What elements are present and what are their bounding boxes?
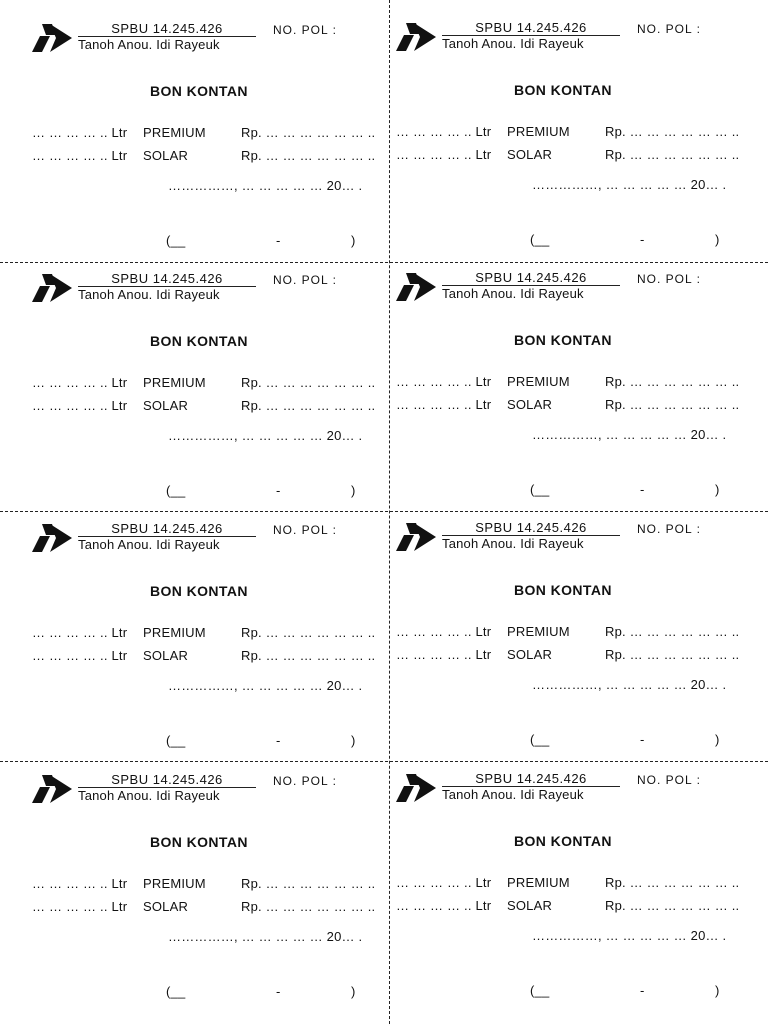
liters-blank: … … … … .. Ltr: [396, 875, 492, 890]
date-line: ……………, … … … … … 20… .: [532, 677, 727, 692]
plate-number-label: NO. POL :: [637, 22, 701, 36]
station-number: SPBU 14.245.426: [78, 521, 256, 537]
fuel-row-premium: [396, 374, 741, 392]
signature-close: ): [715, 482, 720, 497]
pertamina-logo-icon: [30, 773, 72, 805]
fuel-row-solar: [396, 647, 741, 665]
signature-dash: -: [640, 983, 645, 998]
pertamina-logo-icon: [30, 272, 72, 304]
amount-blank: Rp. … … … … … … ..: [241, 398, 376, 413]
date-line: ……………, … … … … … 20… .: [532, 427, 727, 442]
liters-blank: … … … … .. Ltr: [32, 625, 128, 640]
amount-blank: Rp. … … … … … … ..: [241, 148, 376, 163]
fuel-row-solar: [396, 898, 741, 916]
coupon-title: BON KONTAN: [150, 834, 248, 850]
liters-blank: … … … … .. Ltr: [32, 648, 128, 663]
signature-dash: -: [640, 232, 645, 247]
fuel-row-premium: [32, 625, 377, 643]
date-line: ……………, … … … … … 20… .: [168, 678, 363, 693]
station-location: Tanoh Anou. Idi Rayeuk: [78, 37, 220, 52]
signature-open: (__: [530, 482, 550, 497]
station-number: SPBU 14.245.426: [78, 271, 256, 287]
coupon: [364, 750, 748, 1000]
plate-number-label: NO. POL :: [273, 23, 337, 37]
liters-blank: … … … … .. Ltr: [32, 375, 128, 390]
fuel-type: PREMIUM: [143, 625, 206, 640]
signature-open: (__: [166, 733, 186, 748]
amount-blank: Rp. … … … … … … ..: [241, 125, 376, 140]
signature-dash: -: [276, 483, 281, 498]
station-number: SPBU 14.245.426: [442, 20, 620, 36]
station-location: Tanoh Anou. Idi Rayeuk: [78, 788, 220, 803]
signature-dash: -: [276, 233, 281, 248]
signature-dash: -: [640, 732, 645, 747]
plate-number-label: NO. POL :: [637, 773, 701, 787]
fuel-type: SOLAR: [507, 647, 553, 662]
fuel-row-solar: [32, 648, 377, 666]
fuel-row-solar: [396, 397, 741, 415]
station-number: SPBU 14.245.426: [442, 270, 620, 286]
station-location: Tanoh Anou. Idi Rayeuk: [442, 787, 584, 802]
coupon-title: BON KONTAN: [514, 82, 612, 98]
plate-number-label: NO. POL :: [637, 522, 701, 536]
signature-close: ): [351, 984, 356, 999]
amount-blank: Rp. … … … … … … ..: [605, 397, 740, 412]
amount-blank: Rp. … … … … … … ..: [241, 899, 376, 914]
date-line: ……………, … … … … … 20… .: [168, 178, 363, 193]
fuel-row-solar: [32, 398, 377, 416]
coupon: [364, 249, 748, 499]
liters-blank: … … … … .. Ltr: [396, 647, 492, 662]
station-number: SPBU 14.245.426: [78, 21, 256, 37]
amount-blank: Rp. … … … … … … ..: [605, 624, 740, 639]
signature-close: ): [351, 733, 356, 748]
amount-blank: Rp. … … … … … … ..: [605, 898, 740, 913]
liters-blank: … … … … .. Ltr: [32, 148, 128, 163]
fuel-row-premium: [396, 875, 741, 893]
fuel-type: PREMIUM: [143, 375, 206, 390]
signature-close: ): [715, 232, 720, 247]
coupon-title: BON KONTAN: [150, 333, 248, 349]
amount-blank: Rp. … … … … … … ..: [605, 875, 740, 890]
station-number: SPBU 14.245.426: [78, 772, 256, 788]
signature-open: (__: [530, 983, 550, 998]
liters-blank: … … … … .. Ltr: [32, 125, 128, 140]
fuel-row-premium: [32, 375, 377, 393]
fuel-row-solar: [32, 148, 377, 166]
date-line: ……………, … … … … … 20… .: [532, 177, 727, 192]
fuel-row-premium: [396, 124, 741, 142]
fuel-type: SOLAR: [143, 899, 189, 914]
amount-blank: Rp. … … … … … … ..: [605, 124, 740, 139]
fuel-type: PREMIUM: [507, 875, 570, 890]
fuel-type: SOLAR: [507, 147, 553, 162]
plate-number-label: NO. POL :: [273, 774, 337, 788]
signature-close: ): [715, 732, 720, 747]
plate-number-label: NO. POL :: [637, 272, 701, 286]
station-location: Tanoh Anou. Idi Rayeuk: [442, 536, 584, 551]
amount-blank: Rp. … … … … … … ..: [241, 375, 376, 390]
fuel-type: PREMIUM: [143, 125, 206, 140]
fuel-type: SOLAR: [143, 398, 189, 413]
fuel-type: SOLAR: [143, 148, 189, 163]
fuel-type: SOLAR: [507, 397, 553, 412]
pertamina-logo-icon: [394, 271, 436, 303]
amount-blank: Rp. … … … … … … ..: [241, 625, 376, 640]
station-location: Tanoh Anou. Idi Rayeuk: [78, 287, 220, 302]
coupon-title: BON KONTAN: [150, 83, 248, 99]
amount-blank: Rp. … … … … … … ..: [241, 876, 376, 891]
fuel-row-premium: [32, 876, 377, 894]
coupon: [0, 0, 384, 250]
coupon-title: BON KONTAN: [514, 582, 612, 598]
fuel-row-premium: [32, 125, 377, 143]
fuel-type: SOLAR: [507, 898, 553, 913]
coupon-title: BON KONTAN: [514, 833, 612, 849]
signature-open: (__: [166, 233, 186, 248]
signature-close: ): [715, 983, 720, 998]
fuel-type: SOLAR: [143, 648, 189, 663]
signature-dash: -: [276, 733, 281, 748]
signature-dash: -: [276, 984, 281, 999]
signature-dash: -: [640, 482, 645, 497]
amount-blank: Rp. … … … … … … ..: [605, 647, 740, 662]
coupon-title: BON KONTAN: [150, 583, 248, 599]
signature-open: (__: [530, 232, 550, 247]
coupon: [364, 499, 748, 749]
fuel-row-premium: [396, 624, 741, 642]
station-location: Tanoh Anou. Idi Rayeuk: [78, 537, 220, 552]
signature-open: (__: [166, 984, 186, 999]
pertamina-logo-icon: [30, 22, 72, 54]
amount-blank: Rp. … … … … … … ..: [605, 374, 740, 389]
station-location: Tanoh Anou. Idi Rayeuk: [442, 286, 584, 301]
coupon-title: BON KONTAN: [514, 332, 612, 348]
fuel-type: PREMIUM: [507, 124, 570, 139]
signature-close: ): [351, 233, 356, 248]
pertamina-logo-icon: [394, 521, 436, 553]
pertamina-logo-icon: [394, 21, 436, 53]
station-number: SPBU 14.245.426: [442, 771, 620, 787]
date-line: ……………, … … … … … 20… .: [168, 929, 363, 944]
liters-blank: … … … … .. Ltr: [396, 147, 492, 162]
plate-number-label: NO. POL :: [273, 523, 337, 537]
fuel-row-solar: [32, 899, 377, 917]
liters-blank: … … … … .. Ltr: [32, 398, 128, 413]
liters-blank: … … … … .. Ltr: [32, 899, 128, 914]
liters-blank: … … … … .. Ltr: [396, 124, 492, 139]
fuel-type: PREMIUM: [143, 876, 206, 891]
coupon: [0, 500, 384, 750]
coupon: [0, 250, 384, 500]
pertamina-logo-icon: [30, 522, 72, 554]
liters-blank: … … … … .. Ltr: [396, 624, 492, 639]
signature-close: ): [351, 483, 356, 498]
fuel-type: PREMIUM: [507, 624, 570, 639]
signature-open: (__: [166, 483, 186, 498]
liters-blank: … … … … .. Ltr: [32, 876, 128, 891]
station-number: SPBU 14.245.426: [442, 520, 620, 536]
coupon: [364, 0, 748, 249]
date-line: ……………, … … … … … 20… .: [532, 928, 727, 943]
date-line: ……………, … … … … … 20… .: [168, 428, 363, 443]
coupon: [0, 751, 384, 1001]
fuel-type: PREMIUM: [507, 374, 570, 389]
fuel-row-solar: [396, 147, 741, 165]
signature-open: (__: [530, 732, 550, 747]
liters-blank: … … … … .. Ltr: [396, 898, 492, 913]
plate-number-label: NO. POL :: [273, 273, 337, 287]
amount-blank: Rp. … … … … … … ..: [241, 648, 376, 663]
station-location: Tanoh Anou. Idi Rayeuk: [442, 36, 584, 51]
liters-blank: … … … … .. Ltr: [396, 374, 492, 389]
liters-blank: … … … … .. Ltr: [396, 397, 492, 412]
pertamina-logo-icon: [394, 772, 436, 804]
amount-blank: Rp. … … … … … … ..: [605, 147, 740, 162]
